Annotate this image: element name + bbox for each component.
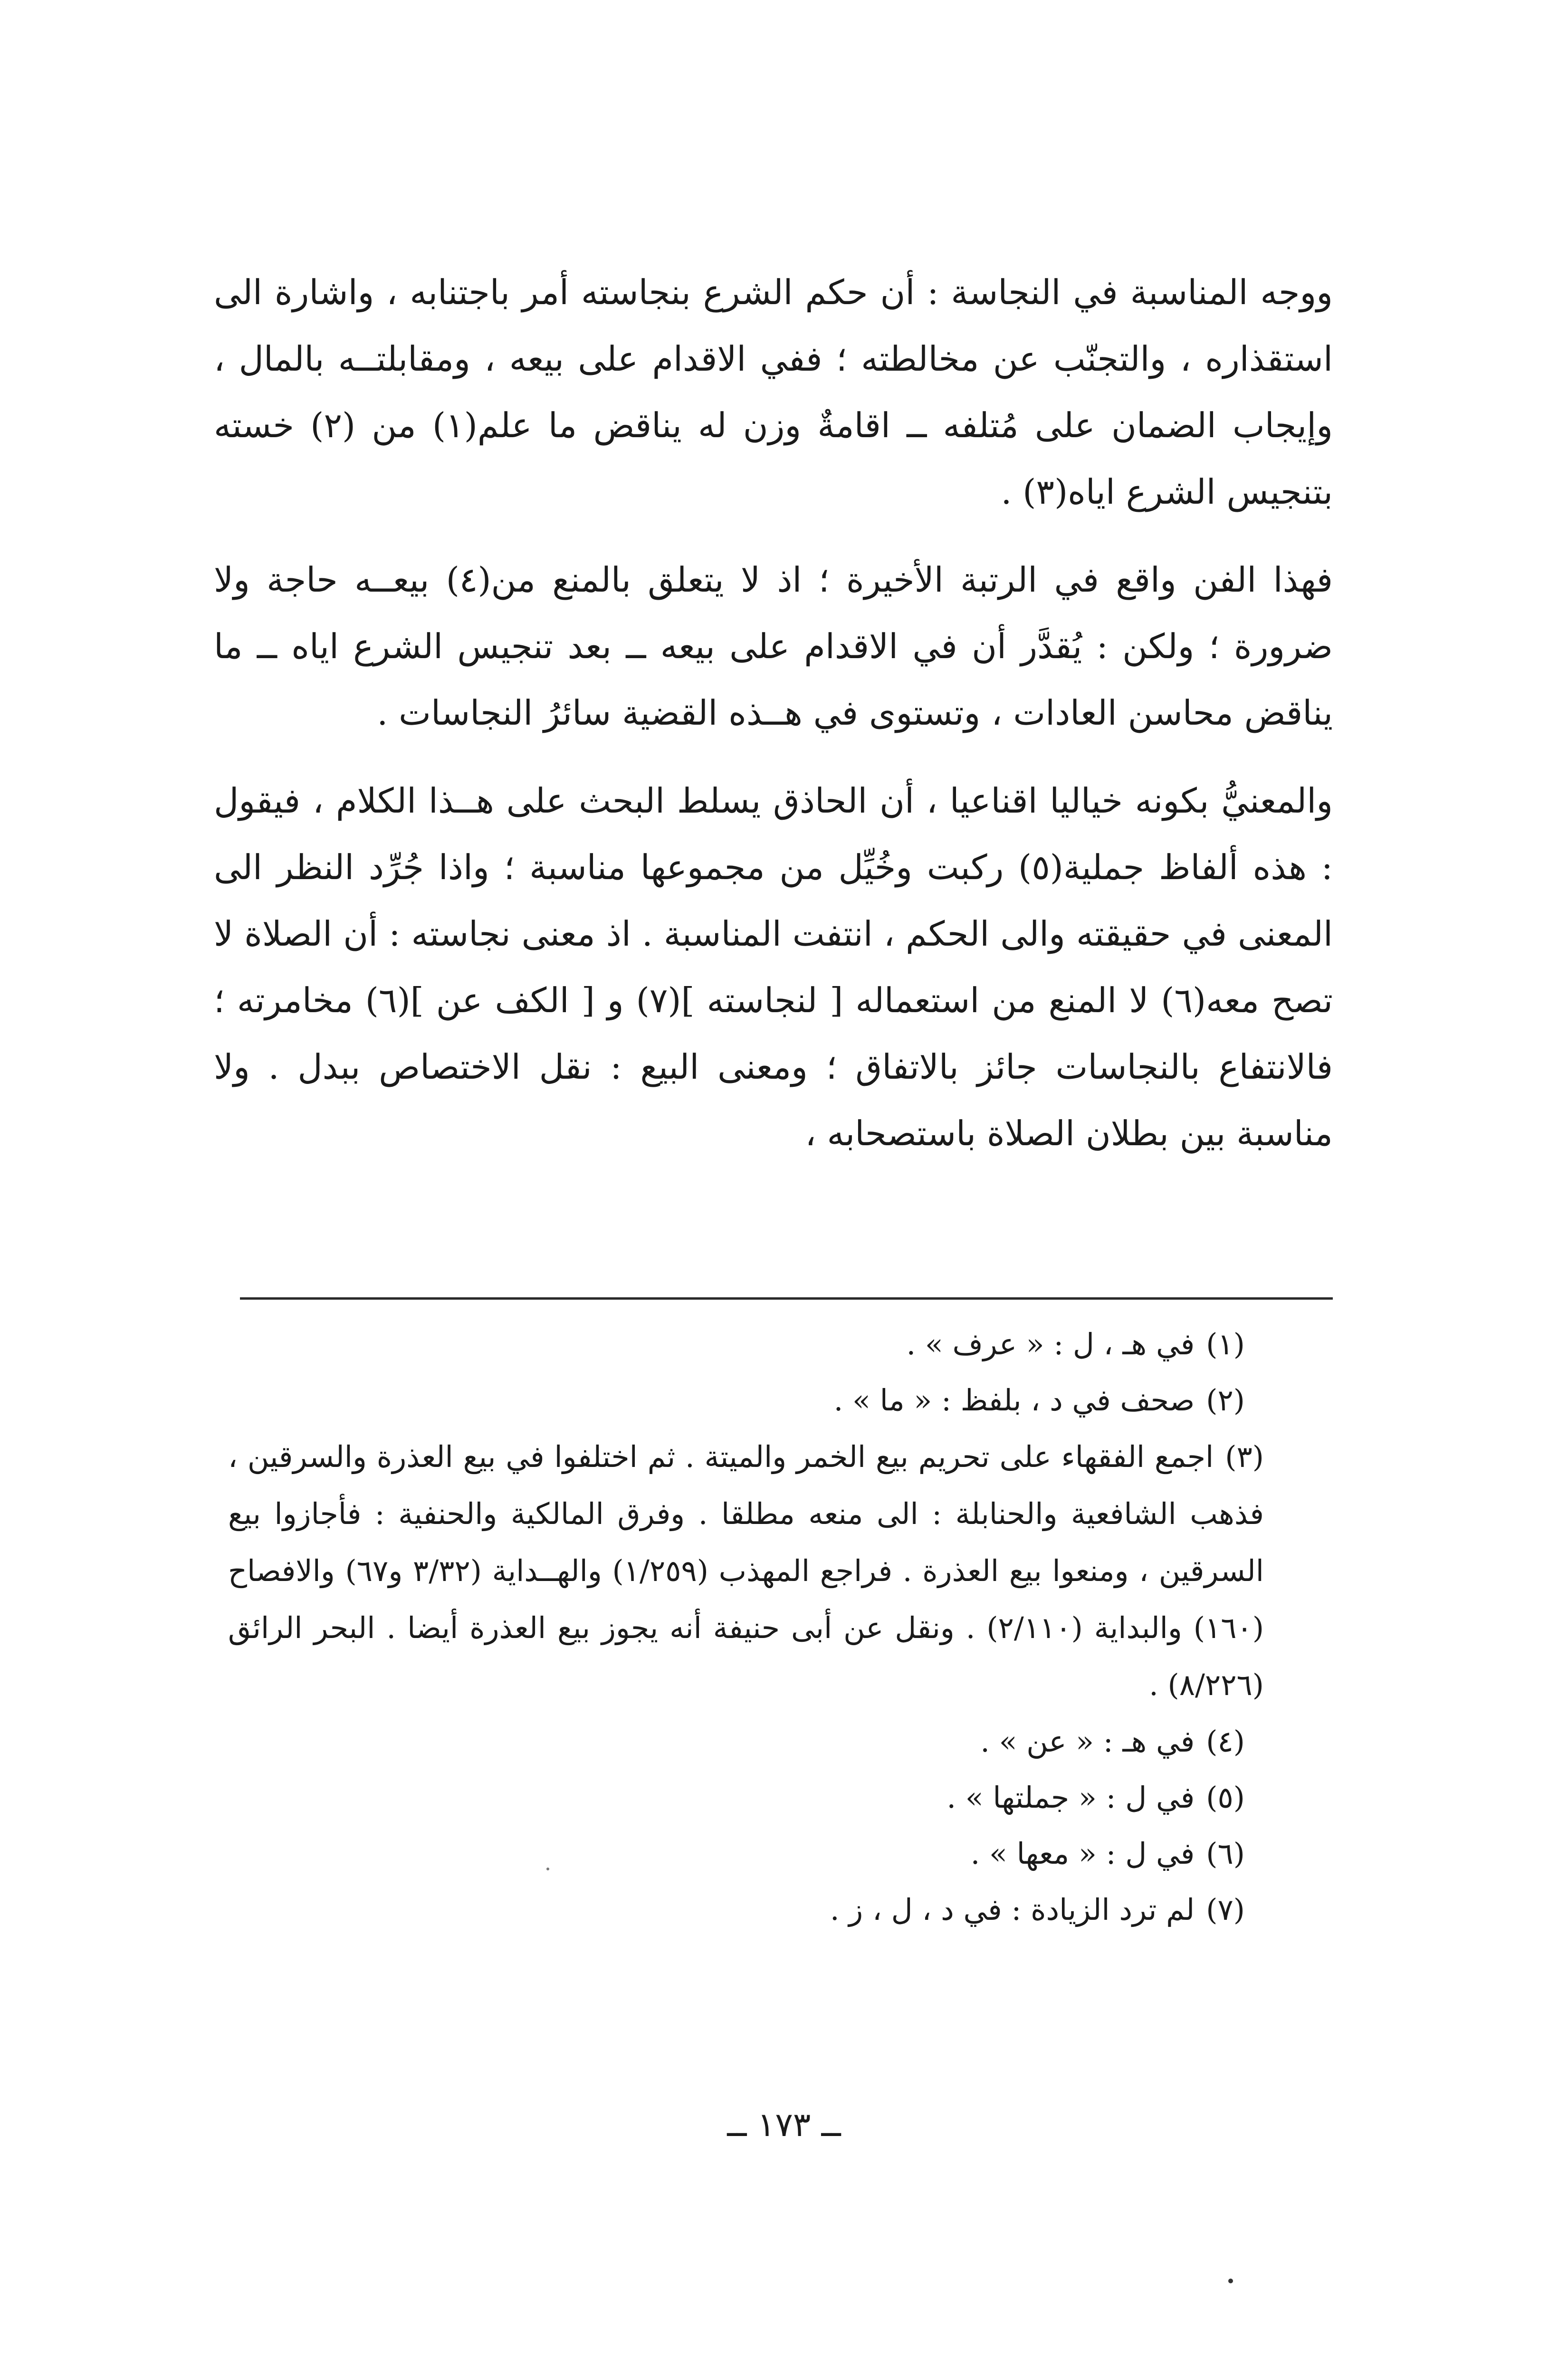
footnote-divider <box>240 1297 1333 1300</box>
footnote-number: (٢) <box>1206 1383 1245 1418</box>
footnote-number: (١) <box>1206 1327 1245 1361</box>
footnote-6 <box>228 1826 1264 1882</box>
footnote-4 <box>228 1714 1264 1770</box>
footnote-number: (٥) <box>1206 1780 1245 1815</box>
main-text <box>214 259 1333 1188</box>
footnote-5 <box>228 1770 1264 1826</box>
footnote-3 <box>228 1428 1264 1714</box>
footnote-text: في ل : « جملتها » . <box>947 1780 1195 1815</box>
footnote-text: في هـ : « عن » . <box>980 1724 1195 1759</box>
paragraph-3: والمعنيُّ بكونه خياليا اقناعيا ، أن الحاذق يسلط البحث على هــذا الكلام ، فيقول : هذه ألفاظ جملية(٥) ركبت وخُيِّل من مجموعها مناسبة ؛ واذا جُرِّد النظر الى المعنى في حقيقته والى الحكم ، انتفت المناسبة . اذ معنى نجاسته : أن الصلاة لا تصح معه(٦) لا المنع من استعماله [ لنجاسته ](٧) و [ الكف عن ](٦) مخامرته ؛ فالانتفاع بالنجاسات جائز بالاتفاق ؛ ومعنى البيع : نقل الاختصاص ببدل . ولا مناسبة بين بطلان الصلاة باستصحابه ، <box>214 781 1333 1153</box>
footnote-text: في ل : « معها » . <box>970 1836 1195 1871</box>
footnote-number: (٦) <box>1206 1836 1245 1871</box>
page-number: ــ ١٧٣ ــ <box>727 2105 841 2144</box>
scan-speck <box>1228 2279 1233 2283</box>
footnotes <box>228 1316 1264 1938</box>
footnote-text: صحف في د ، بلفظ : « ما » . <box>833 1383 1195 1418</box>
footnote-text: في هـ ، ل : « عرف » . <box>906 1327 1195 1361</box>
footnote-7 <box>228 1882 1264 1938</box>
paragraph-1: ووجه المناسبة في النجاسة : أن حكم الشرع بنجاسته أمر باجتنابه ، واشارة الى استقذاره ، والتجنّب عن مخالطته ؛ ففي الاقدام على بيعه ، ومقابلتــه بالمال ، وإيجاب الضمان على مُتلفه ــ اقامةٌ وزن له يناقض ما علم(١) من (٢) خسته بتنجيس الشرع اياه(٣) . <box>214 272 1333 512</box>
paragraph-2: فهذا الفن واقع في الرتبة الأخيرة ؛ اذ لا يتعلق بالمنع من(٤) بيعــه حاجة ولا ضرورة ؛ ولكن : يُقدَّر أن في الاقدام على بيعه ــ بعد تنجيس الشرع اياه ــ ما يناقض محاسن العادات ، وتستوى في هــذه القضية سائرُ النجاسات . <box>214 560 1333 733</box>
footnote-2 <box>228 1372 1264 1428</box>
footnote-text: اجمع الفقهاء على تحريم بيع الخمر والميتة . ثم اختلفوا في بيع العذرة والسرقين ، فذهب الشافعية والحنابلة : الى منعه مطلقا . وفرق المالكية والحنفية : فأجازوا بيع السرقين ، ومنعوا بيع العذرة . فراجع المهذب (١/٢٥٩) والهــداية (٣/٣٢ و٦٧) والافصاح (١٦٠) والبداية (٢/١١٠) . ونقل عن أبى حنيفة أنه يجوز بيع العذرة أيضا . البحر الرائق (٨/٢٢٦) . <box>228 1439 1264 1702</box>
footnote-1 <box>228 1316 1264 1372</box>
footnote-number: (٤) <box>1206 1724 1245 1759</box>
footnote-number: (٣) <box>1225 1439 1264 1474</box>
footnote-number: (٧) <box>1206 1892 1245 1927</box>
footnote-text: لم ترد الزيادة : في د ، ل ، ز . <box>830 1892 1195 1927</box>
scan-speck <box>546 1868 549 1870</box>
